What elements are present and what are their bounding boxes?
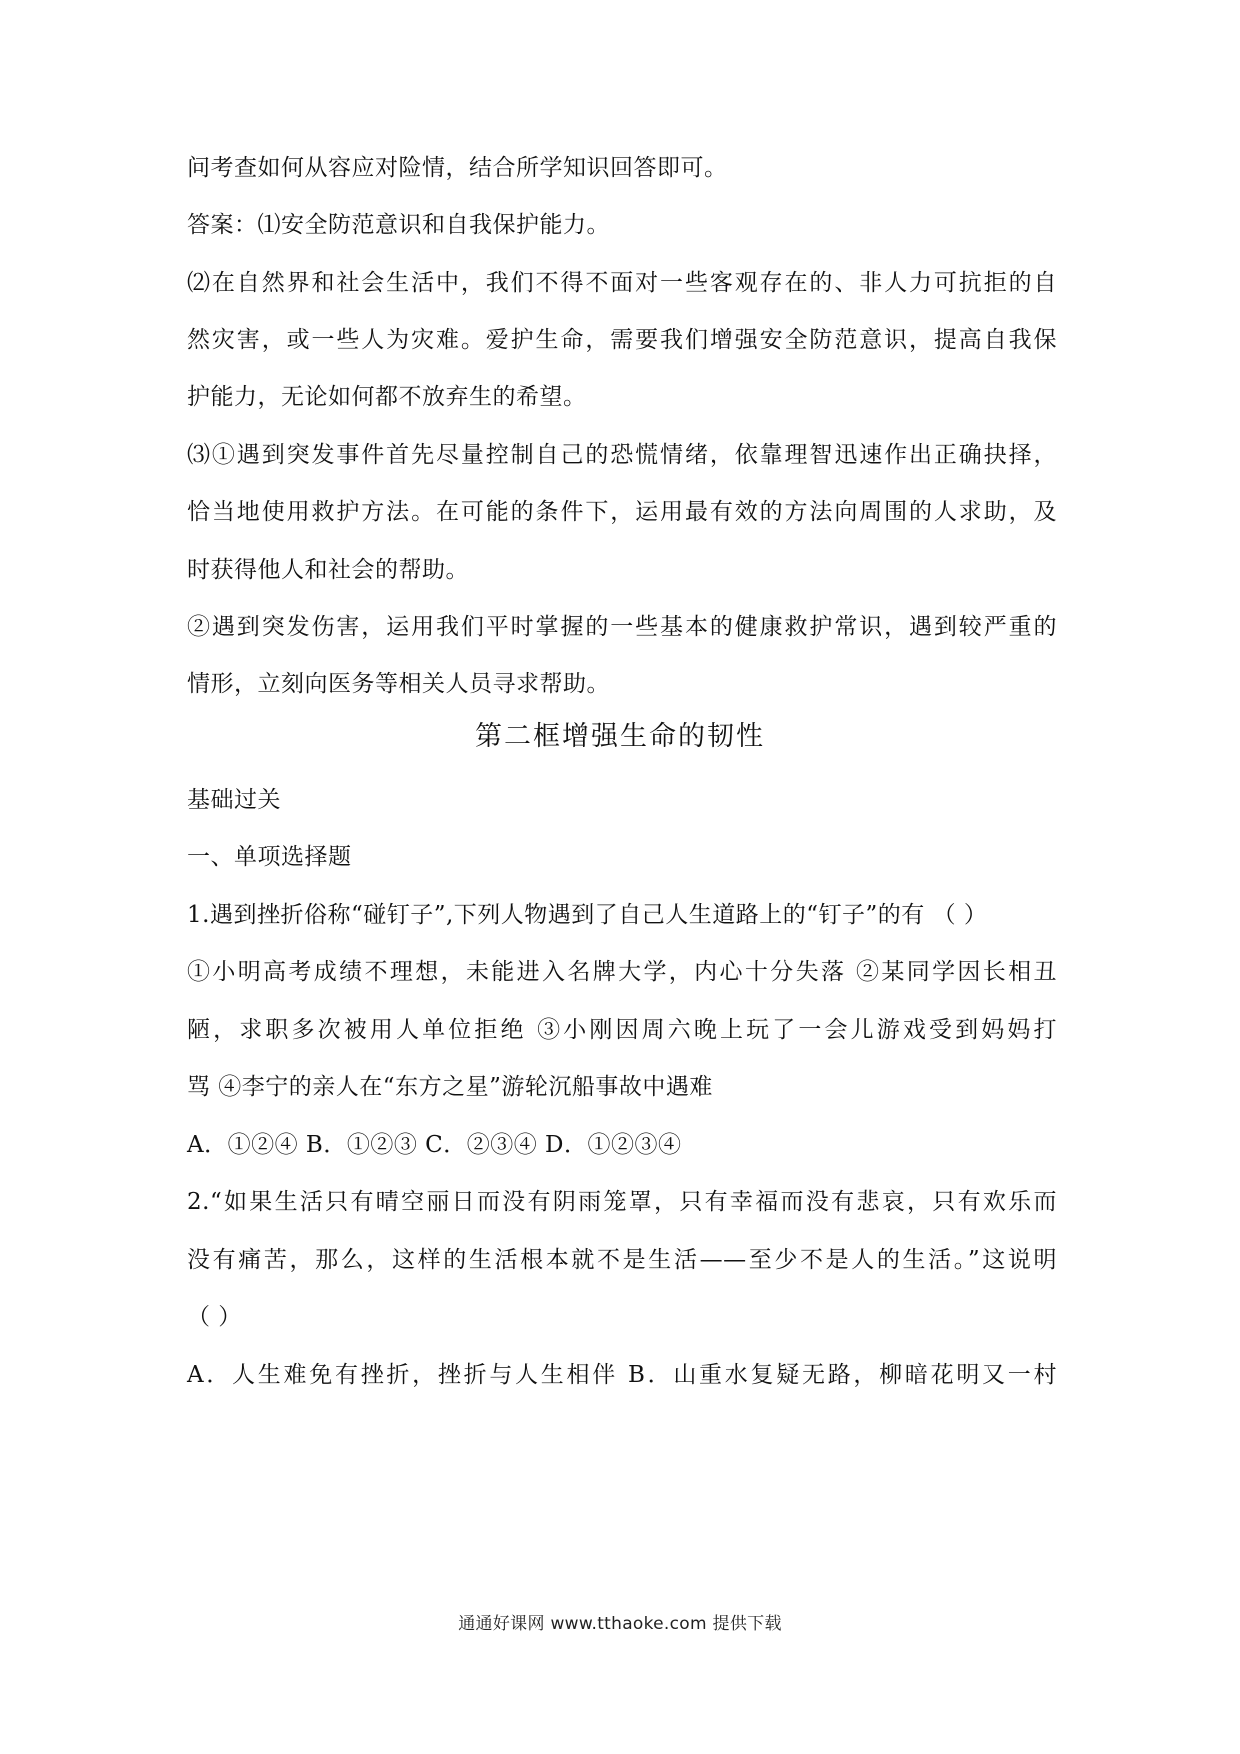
answer-part-2-line-2: 然灾害，或一些人为灾难。爱护生命，需要我们增强安全防范意识，提高自我保 <box>187 327 1057 353</box>
footer-download-note: 通通好课网 www.tthaoke.com 提供下载 <box>458 1614 782 1634</box>
answer-part-3-line-1: ⑶①遇到突发事件首先尽量控制自己的恐慌情绪，依靠理智迅速作出正确抉择， <box>187 442 1057 468</box>
section-title: 第二框增强生命的韧性 <box>475 721 765 752</box>
question-1-options-line-2: 陋，求职多次被用人单位拒绝 ③小刚因周六晚上玩了一会儿游戏受到妈妈打 <box>187 1017 1057 1043</box>
question-1-options-line-3: 骂 ④李宁的亲人在“东方之星”游轮沉船事故中遇难 <box>187 1074 713 1100</box>
answer-part-3-item-2-line-1: ②遇到突发伤害，运用我们平时掌握的一些基本的健康救护常识，遇到较严重的 <box>187 614 1057 640</box>
question-1-choices: A．①②④ B．①②③ C．②③④ D．①②③④ <box>187 1132 682 1158</box>
question-2-choices-line-1: A．人生难免有挫折，挫折与人生相伴 B．山重水复疑无路，柳暗花明又一村 <box>187 1362 1057 1388</box>
question-2-answer-blank: （ ） <box>187 1304 242 1330</box>
answer-part-2-line-3: 护能力，无论如何都不放弃生的希望。 <box>187 384 587 410</box>
answer-part-3-line-3: 时获得他人和社会的帮助。 <box>187 557 469 583</box>
question-2-stem-line-2: 没有痛苦，那么，这样的生活根本就不是生活——至少不是人的生活。”这说明 <box>187 1247 1057 1273</box>
question-2-stem-line-1: 2.“如果生活只有晴空丽日而没有阴雨笼罩，只有幸福而没有悲哀，只有欢乐而 <box>187 1189 1057 1215</box>
question-1-options-line-1: ①小明高考成绩不理想，未能进入名牌大学，内心十分失落 ②某同学因长相丑 <box>187 959 1057 985</box>
answer-part-2-line-1: ⑵在自然界和社会生活中，我们不得不面对一些客观存在的、非人力可抗拒的自 <box>187 270 1057 296</box>
answer-part-3-item-2-line-2: 情形，立刻向医务等相关人员寻求帮助。 <box>187 671 610 697</box>
subsection-basic: 基础过关 <box>187 787 281 813</box>
answer-part-3-line-2: 恰当地使用救护方法。在可能的条件下，运用最有效的方法向周围的人求助，及 <box>187 499 1057 525</box>
question-1-stem: 1.遇到挫折俗称“碰钉子”,下列人物遇到了自己人生道路上的“钉子”的有 （ ） <box>187 902 988 928</box>
question-type-heading: 一、单项选择题 <box>187 844 352 870</box>
answer-explanation-tail: 问考查如何从容应对险情，结合所学知识回答即可。 <box>187 155 728 181</box>
answer-part-1: 答案：⑴安全防范意识和自我保护能力。 <box>187 212 610 238</box>
